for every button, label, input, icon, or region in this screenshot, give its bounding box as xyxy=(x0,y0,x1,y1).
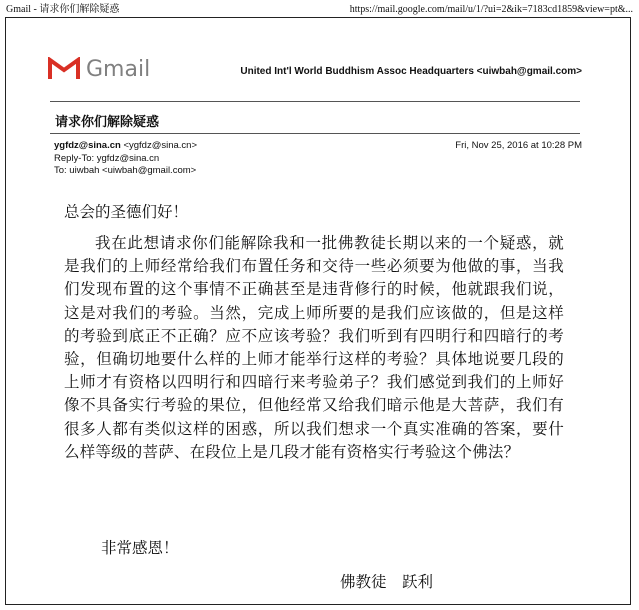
print-page-url: https://mail.google.com/mail/u/1/?ui=2&ik=7183cd1859&view=pt&... xyxy=(349,4,633,15)
email-thanks: 非常感恩！ xyxy=(101,539,179,557)
subject-divider xyxy=(50,133,580,134)
email-signature: 佛教徒 跃利 xyxy=(340,573,434,591)
email-greeting: 总会的圣德们好！ xyxy=(64,203,189,221)
gmail-logo-text: Gmail xyxy=(86,57,151,82)
header-divider xyxy=(50,101,580,102)
sender-line xyxy=(54,140,197,153)
recipient-line: To: uiwbah <uiwbah@gmail.com> xyxy=(54,165,197,176)
sender-address: <ygfdz@sina.cn> xyxy=(120,140,197,151)
email-subject: 请求你们解除疑惑 xyxy=(55,115,160,130)
sender-name: ygfdz@sina.cn xyxy=(54,140,121,151)
reply-to-line: Reply-To: ygfdz@sina.cn xyxy=(54,152,160,164)
print-header xyxy=(6,3,633,17)
email-meta xyxy=(54,140,197,178)
gmail-logo xyxy=(48,55,158,85)
email-date: Fri, Nov 25, 2016 at 10:28 PM xyxy=(455,140,582,151)
account-owner: United Int'l World Buddhism Assoc Headquarters <uiwbah@gmail.com> xyxy=(240,66,582,77)
print-page-title: Gmail - 请求你们解除疑惑 xyxy=(6,4,120,15)
gmail-envelope-icon xyxy=(48,57,80,81)
email-paragraph: 我在此想请求你们能解除我和一批佛教徒长期以来的一个疑惑，就是我们的上师经常给我们布置任务和交待一些必须要为他做的事，当我们发现布置的这个事情不正确甚至是违背修行的时候，他就跟我们说，这是对我们的考验。当然，完成上师所要的是我们应该做的，但是这样的考验到底正不正确？应不应该考验？我们听到有四明行和四暗行的考验，但确切地要什么样的上师才能举行这样的考验？具体地说要几段的上师才有资格以四明行和四暗行来考验弟子？我们感觉到我们的上师好像不具备实行考验的果位，但他经常又给我们暗示他是大菩萨，我们有很多人都有类似这样的困惑，所以我们想求一个真实准确的答案，要什么样等级的菩萨、在段位上是几段才能有资格实行考验这个佛法？ xyxy=(64,234,564,461)
